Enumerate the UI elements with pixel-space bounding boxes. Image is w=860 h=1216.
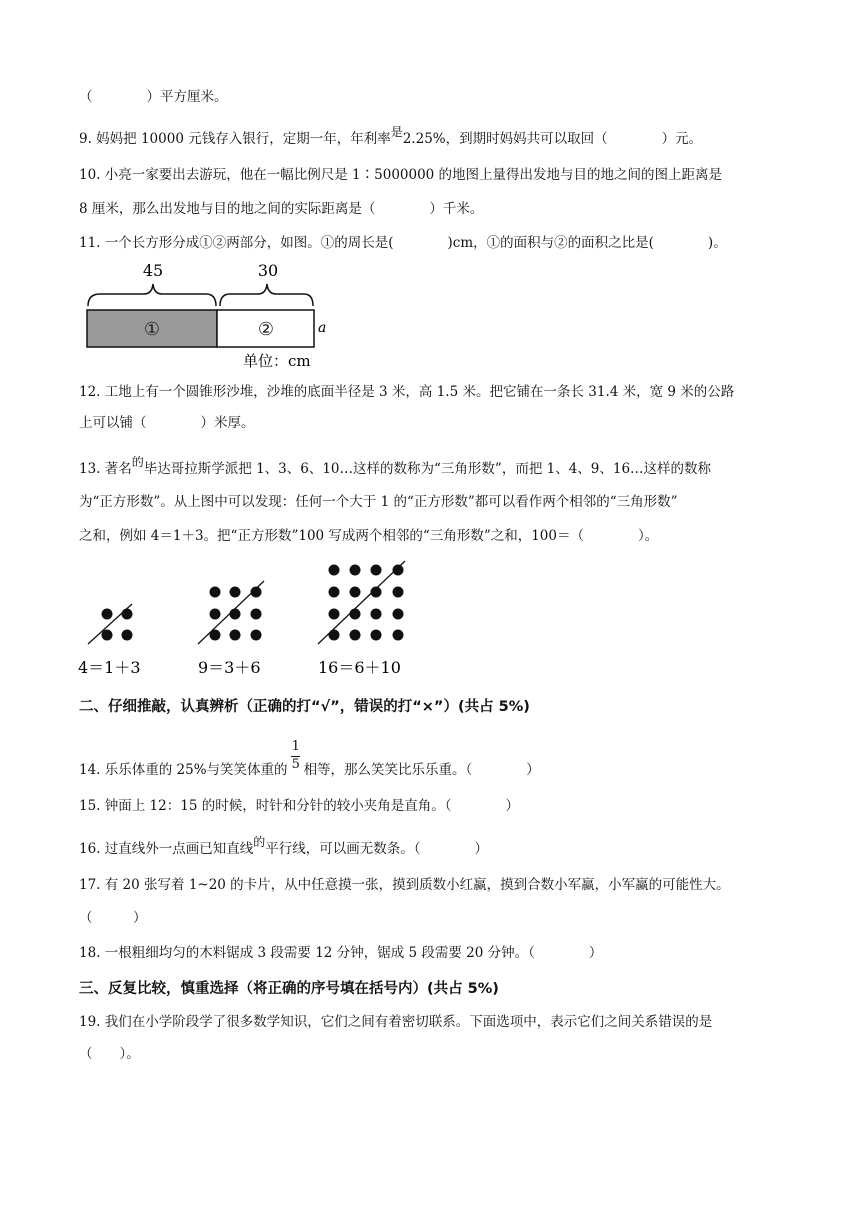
question-11: 11. 一个长方形分成①②两部分，如图。①的周长是( )cm，①的面积与②的面积之比是( )。 [79, 235, 727, 251]
caption-9: 9＝3＋6 [198, 658, 261, 677]
dot-figure-9 [198, 581, 264, 677]
brace-right [220, 284, 313, 306]
q13-text-1: 13. 著名 [79, 461, 132, 477]
question-13-line-3: 之和，例如 4＝1＋3。把“正方形数”100 写成两个相邻的“三角形数”之和，100＝（ ）。 [79, 528, 659, 544]
question-14 [79, 738, 540, 780]
question-12-line-2: 上可以铺（ ）米厚。 [79, 415, 255, 431]
q8-tail: （ ）平方厘米。 [79, 89, 228, 105]
part-2-label: ② [257, 319, 275, 340]
dot-figure-16 [318, 561, 405, 677]
question-19-line-1: 19. 我们在小学阶段学了很多数学知识，它们之间有着密切联系。下面选项中，表示它们之间关系错误的是 [79, 1014, 713, 1030]
q16-sup: 的 [253, 835, 266, 849]
question-17-line-1: 17. 有 20 张写着 1~20 的卡片，从中任意摸一张，摸到质数小红赢，摸到合数小军赢，小军赢的可能性大。 [79, 877, 730, 893]
brace-left [88, 284, 216, 306]
length-30-label: 30 [257, 261, 279, 280]
question-16 [79, 835, 489, 858]
q16-text-1: 16. 过直线外一点画已知直线 [79, 841, 254, 857]
q9-text: 9. 妈妈把 10000 元钱存入银行，定期一年，年利率 [79, 131, 391, 147]
question-13-line-1 [79, 455, 712, 478]
fraction-denominator: 5 [291, 756, 300, 772]
fraction-numerator: 1 [291, 738, 300, 754]
caption-16: 16＝6＋10 [318, 658, 401, 677]
unit-label: 单位：cm [243, 352, 311, 370]
q9-sup: 是 [390, 125, 403, 139]
question-15: 15. 钟面上 12：15 的时候，时针和分针的较小夹角是直角。（ ） [79, 798, 519, 814]
q16-text-2: 平行线，可以画无数条。（ ） [265, 841, 489, 857]
q14-text-1: 14. 乐乐体重的 25%与笑笑体重的 [79, 762, 288, 778]
caption-4: 4＝1＋3 [78, 658, 141, 677]
dot-figure-4 [78, 604, 141, 677]
dot-figures [70, 556, 430, 681]
q13-text-2: 毕达哥拉斯学派把 1、3、6、10…这样的数称为“三角形数”，而把 1、4、9、16…这样的数称 [143, 461, 712, 477]
question-13-line-2: 为“正方形数”。从上图中可以发现：任何一个大于 1 的“正方形数”都可以看作两个相邻的“三角形数” [79, 494, 678, 510]
question-19-line-2: （ ）。 [79, 1046, 140, 1062]
section-2-heading: 二、仔细推敲，认真辨析（正确的打“√”，错误的打“×”）(共占 5%) [79, 699, 530, 715]
question-9 [79, 125, 703, 148]
question-17-line-2: （ ） [79, 910, 147, 926]
length-45-label: 45 [142, 261, 164, 280]
q14-text-2: 相等，那么笑笑比乐乐重。（ ） [303, 762, 540, 778]
question-12-line-1: 12. 工地上有一个圆锥形沙堆，沙堆的底面半径是 3 米，高 1.5 米。把它铺在一条长 31.4 米，宽 9 米的公路 [79, 384, 735, 400]
part-1-label: ① [143, 319, 161, 340]
side-a-label: a [318, 320, 327, 336]
question-10-line-1: 10. 小亮一家要出去游玩，他在一幅比例尺是 1∶5000000 的地图上量得出发地与目的地之间的图上距离是 [79, 167, 723, 183]
question-18: 18. 一根粗细均匀的木料锯成 3 段需要 12 分钟，锯成 5 段需要 20 分钟。（ ） [79, 945, 603, 961]
fraction-one-fifth [291, 738, 301, 780]
section-3-heading: 三、反复比较，慎重选择（将正确的序号填在括号内）(共占 5%) [79, 981, 499, 997]
question-10-line-2: 8 厘米，那么出发地与目的地之间的实际距离是（ ）千米。 [79, 201, 484, 217]
q9-text-2: 2.25%，到期时妈妈共可以取回（ ）元。 [402, 131, 703, 147]
rectangle-figure [80, 258, 350, 373]
q13-sup: 的 [131, 455, 144, 469]
